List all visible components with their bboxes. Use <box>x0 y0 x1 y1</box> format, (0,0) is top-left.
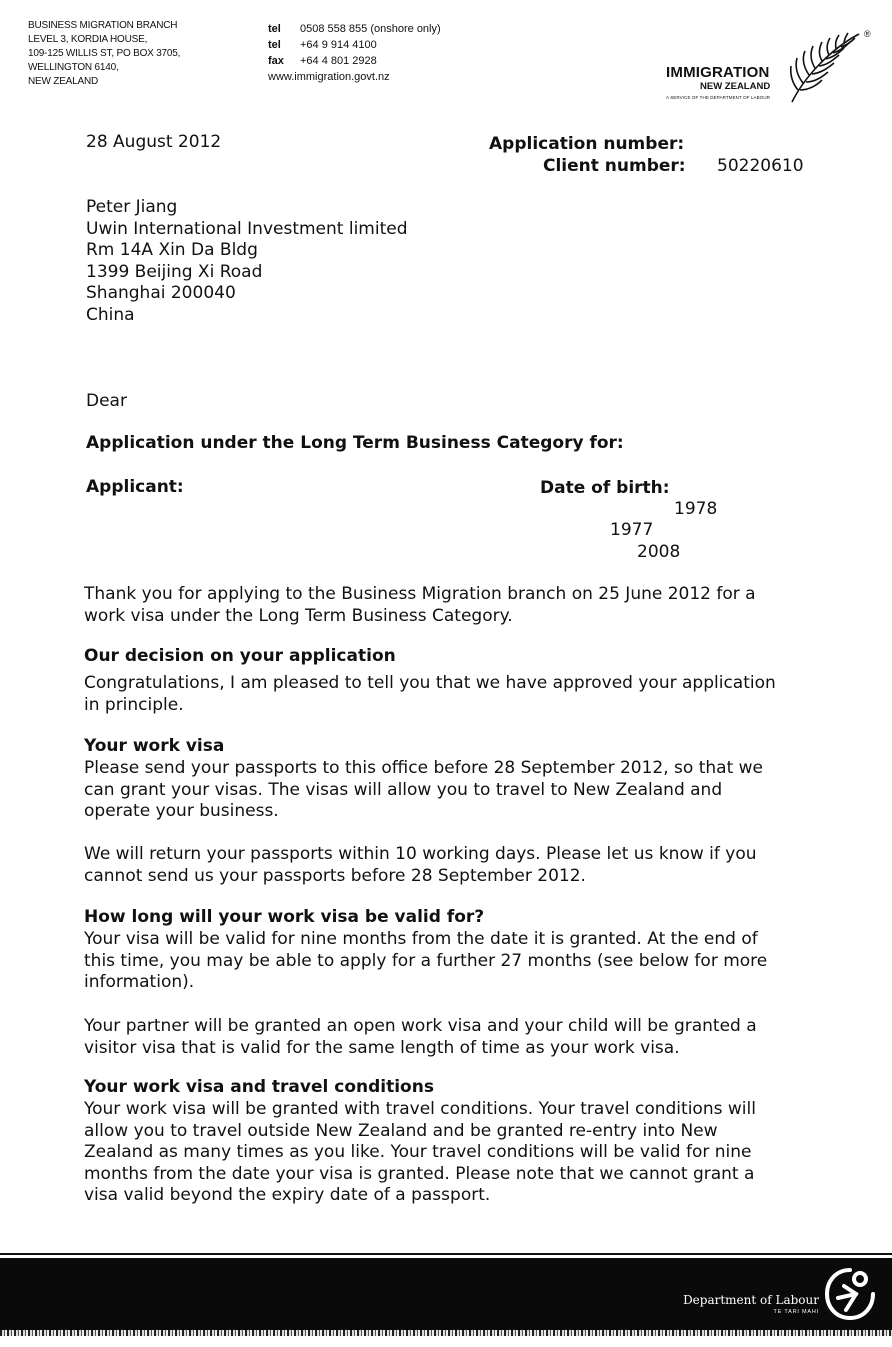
application-number-label: Application number: <box>489 134 685 154</box>
section-heading: How long will your work visa be valid for? <box>84 907 485 927</box>
contact-label: tel <box>268 23 281 35</box>
text-line: Please send your passports to this office before 28 September 2012, so that we <box>84 758 763 778</box>
text-line: visitor visa that is valid for the same length of time as your work visa. <box>84 1037 680 1058</box>
contact-value: +64 9 914 4100 <box>300 39 377 51</box>
contact-label: tel <box>268 39 281 51</box>
text-line: cannot send us your passports before 28 September 2012. <box>84 865 586 886</box>
logo-tagline: A SERVICE OF THE DEPARTMENT OF LABOUR <box>666 95 771 100</box>
text-line: visa valid beyond the expiry date of a passport. <box>84 1185 491 1205</box>
text-line: work visa under the Long Term Business Category. <box>84 605 513 626</box>
contact-label: fax <box>268 55 284 67</box>
section-heading: Your work visa <box>84 736 225 756</box>
recipient-line: Uwin International Investment limited <box>86 218 408 239</box>
text-line: Zealand as many times as you like. Your travel conditions will be valid for nine <box>84 1142 752 1162</box>
section-paragraph <box>84 673 776 716</box>
section-paragraph <box>84 758 763 823</box>
contact-row <box>268 37 441 53</box>
recipient-line: 1399 Beijing Xi Road <box>86 261 263 282</box>
contact-details <box>268 21 441 85</box>
section-paragraph <box>84 1099 756 1207</box>
website-link[interactable] <box>268 69 441 85</box>
contact-value: www.immigration.govt.nz <box>268 71 390 83</box>
recipient-line: China <box>86 304 135 325</box>
branch-line: NEW ZEALAND <box>28 76 99 87</box>
applicant-label: Applicant: <box>86 477 184 497</box>
footer-bar <box>0 1258 892 1330</box>
branch-address <box>28 19 180 89</box>
salutation: Dear <box>86 391 127 411</box>
recipient-line: Peter Jiang <box>86 197 178 217</box>
text-line: Thank you for applying to the Business Migration branch on 25 June 2012 for a <box>84 584 756 604</box>
branch-line: 109-125 WILLIS ST, PO BOX 3705, <box>28 48 181 59</box>
branch-line: WELLINGTON 6140, <box>28 62 119 73</box>
recipient-line: Shanghai 200040 <box>86 283 236 303</box>
text-line: operate your business. <box>84 801 279 821</box>
branch-line: LEVEL 3, KORDIA HOUSE, <box>28 34 148 45</box>
client-number-label: Client number: <box>543 156 686 176</box>
text-line: in principle. <box>84 694 184 715</box>
contact-row <box>268 21 441 37</box>
text-line: information). <box>84 972 195 992</box>
footer-scan-strip <box>0 1330 892 1336</box>
text-line: this time, you may be able to apply for a further 27 months (see below for more <box>84 950 768 971</box>
text-line: Your partner will be granted an open work visa and your child will be granted a <box>84 1016 757 1036</box>
silver-fern-icon <box>784 28 879 108</box>
contact-value: +64 4 801 2928 <box>300 55 377 67</box>
dob-value: 2008 <box>637 542 681 562</box>
immigration-nz-logo <box>662 28 877 108</box>
letter-date: 28 August 2012 <box>86 132 222 152</box>
department-of-labour-logo-icon <box>822 1266 878 1322</box>
section-heading: Our decision on your application <box>84 646 396 666</box>
text-line: months from the date your visa is granted. Please note that we cannot grant a <box>84 1163 755 1184</box>
section-paragraph <box>84 844 757 887</box>
text-line: can grant your visas. The visas will allow you to travel to New Zealand and <box>84 779 723 800</box>
department-name: Department of Labour <box>683 1293 819 1307</box>
recipient-line: Rm 14A Xin Da Bldg <box>86 240 258 260</box>
dob-label: Date of birth: <box>540 478 670 498</box>
text-line: allow you to travel outside New Zealand and be granted re-entry into New <box>84 1120 718 1141</box>
contact-value: 0508 558 855 (onshore only) <box>300 23 441 35</box>
section-paragraph <box>84 929 767 994</box>
branch-line: BUSINESS MIGRATION BRANCH <box>28 20 178 31</box>
client-number: 50220610 <box>717 156 804 176</box>
registered-mark: ® <box>864 29 871 39</box>
text-line: Your visa will be valid for nine months from the date it is granted. At the end of <box>84 929 758 949</box>
intro-paragraph <box>84 584 756 627</box>
subject-line: Application under the Long Term Business Category for: <box>86 433 624 453</box>
department-tagline: TE TARI MAHI <box>773 1309 819 1315</box>
text-line: We will return your passports within 10 working days. Please let us know if you <box>84 844 757 864</box>
text-line: Congratulations, I am pleased to tell you that we have approved your application <box>84 673 776 693</box>
section-heading: Your work visa and travel conditions <box>84 1077 434 1097</box>
dob-value: 1978 <box>674 499 718 519</box>
text-line: Your work visa will be granted with travel conditions. Your travel conditions will <box>84 1099 756 1119</box>
recipient-address <box>86 197 408 326</box>
dob-value: 1977 <box>610 520 654 540</box>
section-paragraph <box>84 1016 757 1059</box>
footer-divider <box>0 1253 892 1255</box>
logo-title: IMMIGRATION <box>666 64 770 81</box>
logo-subtitle: NEW ZEALAND <box>700 81 771 92</box>
contact-row <box>268 53 441 69</box>
